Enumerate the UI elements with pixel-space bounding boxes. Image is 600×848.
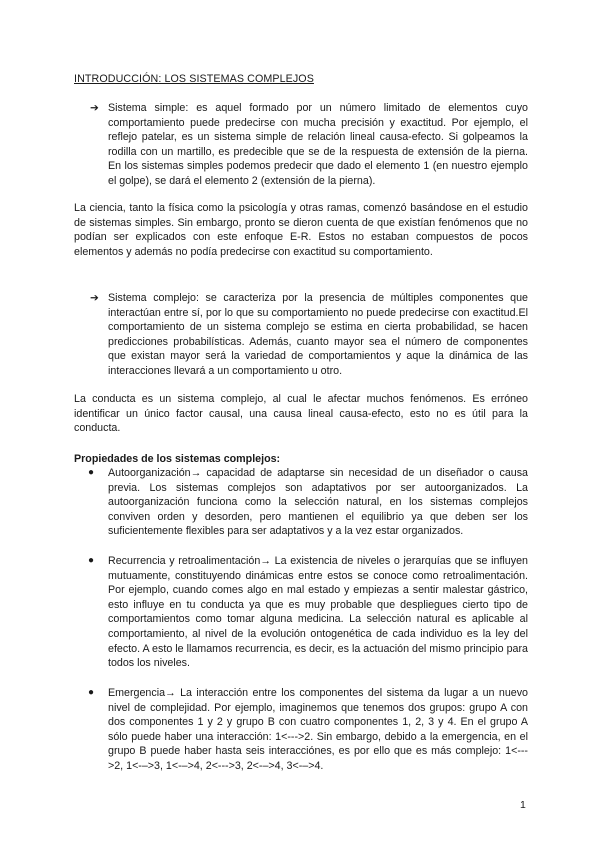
conduct-paragraph: La conducta es un sistema complejo, al cual le afectar muchos fenómenos. Es erróneo identificar un único factor causal, una causa lineal causa-efecto, esto no es útil para la conducta. [74, 393, 528, 435]
complex-system-item [90, 291, 528, 379]
bullet-icon: ● [88, 687, 95, 698]
property-item-autoorganizacion [88, 466, 528, 539]
complex-system-text: Sistema complejo: se caracteriza por la presencia de múltiples componentes que interactúan entre sí, por lo que su comportamiento no puede predecirse con exactitud.El comportamiento de un sistema complejo se estima en cierta probabilidad, se hacen predicciones probabilísticas. Además, cuanto mayor sea el número de componentes que existan mayor será la variedad de comportamientos y aque la dinámica de las interacciones llevará a un comportamiento u otro. [108, 292, 528, 377]
property-item-emergencia [88, 686, 528, 774]
page-number: 1 [520, 799, 526, 811]
science-paragraph: La ciencia, tanto la física como la psicología y otras ramas, comenzó basándose en el estudio de sistemas simples. Sin embargo, pronto se dieron cuenta de que existían fenómenos que no podían ser explicados con este enfoque E-R. Estos no estaban compuestos de pocos elementos y además no podía predecirse con exactitud su comportamiento. [74, 202, 528, 258]
bullet-icon: ● [88, 555, 95, 566]
property-text: Autoorganización→ capacidad de adaptarse sin necesidad de un diseñador o causa previa. Los sistemas complejos son adaptativos por ser autoorganizados. La autoorganización funciona como la selección natural, en los sistemas complejos conviven orden y desorden, pero mantienen el equilibrio ya que deben ser los suficientemente flexibles para ser adaptativos y a la vez estar organizados. [108, 467, 528, 538]
arrow-icon: ➔ [90, 292, 99, 304]
arrow-icon: ➔ [90, 102, 99, 114]
property-item-recurrencia [88, 554, 528, 671]
simple-system-item [90, 101, 528, 189]
bullet-icon: ● [88, 467, 95, 478]
property-text: Emergencia→ La interacción entre los componentes del sistema da lugar a un nuevo nivel de complejidad. Por ejemplo, imaginemos que tenemos dos grupos: grupo A con dos componentes 1 y 2 y grupo B con cuatro componentes 1, 2, 3 y 4. En el grupo A sólo puede haber una interacción: 1<--->2. Sin embargo, debido a la emergencia, en el grupo B puede haber hasta seis interacciónes, es por ello que es más complejo: 1<--->2, 1<-–>3, 1<-–>4, 2<--->3, 2<-–>4, 3<-–>4. [108, 687, 528, 772]
property-text: Recurrencia y retroalimentación→ La existencia de niveles o jerarquías que se influyen mutuamente, constituyendo dinámicas entre estos se conoce como retroalimentación. Por ejemplo, cuando comes algo en mal estado y empiezas a sentir malestar gástrico, esto influye en tu conducta ya que es muy probable que despliegues cierto tipo de comportamientos como tomar alguna medicina. La selección natural es aplicable al comportamiento, al nivel de la evolución ontogenética de cada individuo es la ley del efecto. A esto le llamamos recurrencia, es decir, es la actuación del mismo principio para todos los niveles. [108, 555, 528, 670]
simple-system-text: Sistema simple: es aquel formado por un número limitado de elementos cuyo comportamiento puede predecirse con mucha precisión y exactitud. Por ejemplo, el reflejo patelar, es un sistema simple de relación lineal causa-efecto. Si golpeamos la rodilla con un martillo, es predecible que se de la respuesta de extensión de la pierna. En los sistemas simples podemos predecir que dado el elemento 1 (en nuestro ejemplo el golpe), se dará el elemento 2 (extensión de la pierna). [108, 102, 528, 187]
properties-heading: Propiedades de los sistemas complejos: [74, 453, 281, 465]
page-title: INTRODUCCIÓN: LOS SISTEMAS COMPLEJOS [74, 73, 314, 85]
